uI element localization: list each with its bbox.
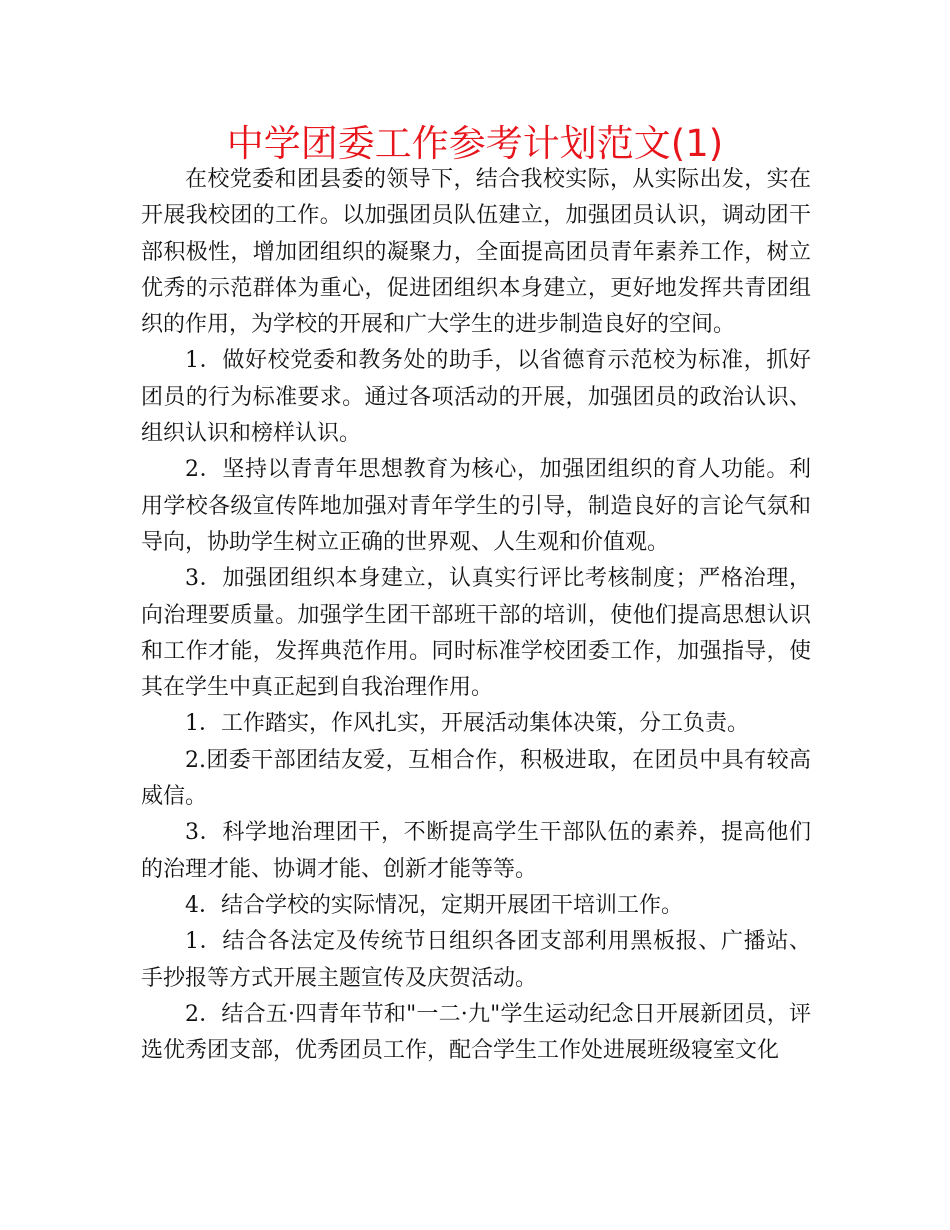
paragraph-item: 1．工作踏实，作风扎实，开展活动集体决策，分工负责。: [185, 711, 749, 737]
paragraph-item: 3．加强团组织本身建立，认真实行评比考核制度；严格治理，向治理要质量。加强学生团干部班干部的培训，使他们提高思想认识和工作才能，发挥典范作用。同时标准学校团委工作，加强指导，使其在学生中真正起到自我治理作用。: [141, 566, 811, 701]
paragraph-item: 4．结合学校的实际情况，定期开展团干培训工作。: [185, 892, 683, 918]
paragraph-item: 3．科学地治理团干，不断提高学生干部队伍的素养，提高他们的治理才能、协调才能、创新才能等等。: [141, 820, 811, 882]
paragraph-item: 1．做好校党委和教务处的助手，以省德育示范校为标准，抓好团员的行为标准要求。通过各项活动的开展，加强团员的政治认识、组织认识和榜样认识。: [141, 348, 811, 447]
paragraph-item: 2．坚持以青青年思想教育为核心，加强团组织的育人功能。利用学校各级宣传阵地加强对青年学生的引导，制造良好的言论气氛和导向，协助学生树立正确的世界观、人生观和价值观。: [141, 457, 811, 555]
paragraph-intro: 在校党委和团县委的领导下，结合我校实际，从实际出发，实在开展我校团的工作。以加强团员队伍建立，加强团员认识，调动团干部积极性，增加团组织的凝聚力，全面提高团员青年素养工作，树立优秀的示范群体为重心，促进团组织本身建立，更好地发挥共青团组织的作用，为学校的开展和广大学生的进步制造良好的空间。: [141, 167, 811, 338]
paragraph-item: 2.团委干部团结友爱，互相合作，积极进取，在团员中具有较高威信。: [141, 747, 811, 810]
document-body: [141, 162, 811, 1069]
paragraph-item: 2．结合五·四青年节和"一二·九"学生运动纪念日开展新团员，评选优秀团支部，优秀团员工作，配合学生工作处进展班级寝室文化: [141, 1001, 811, 1064]
document-title: 中学团委工作参考计划范文(1): [226, 122, 724, 165]
paragraph-item: 1．结合各法定及传统节日组织各团支部利用黑板报、广播站、手抄报等方式开展主题宣传及庆贺活动。: [141, 929, 811, 991]
